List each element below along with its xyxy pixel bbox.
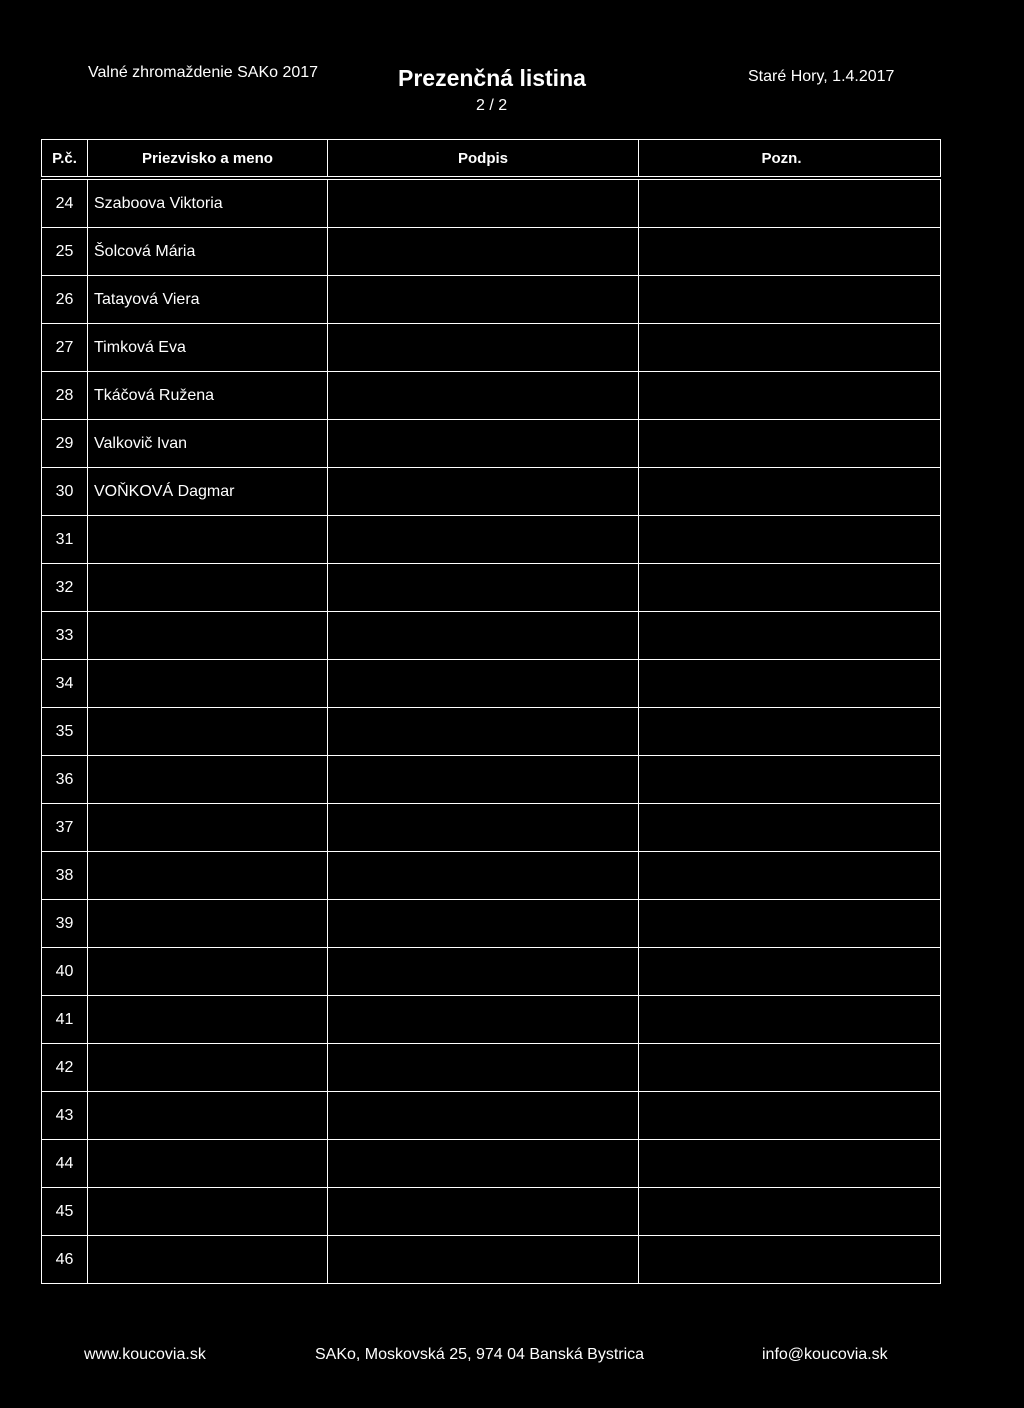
table-row [42,1092,941,1140]
row-name: Tatayová Viera [88,276,328,324]
table-row [42,420,941,468]
row-number: 24 [42,178,88,228]
row-signature [328,804,639,852]
table-row [42,178,941,228]
row-name [88,1092,328,1140]
row-number: 34 [42,660,88,708]
row-note [639,1044,941,1092]
row-signature [328,1092,639,1140]
row-name [88,516,328,564]
row-signature [328,468,639,516]
row-number: 39 [42,900,88,948]
row-signature [328,276,639,324]
row-name: Timková Eva [88,324,328,372]
table-row [42,804,941,852]
row-note [639,852,941,900]
row-signature [328,324,639,372]
table-row [42,996,941,1044]
document-title: Prezenčná listina [398,65,586,91]
row-number: 43 [42,1092,88,1140]
table-row [42,1236,941,1284]
row-number: 25 [42,228,88,276]
row-signature [328,900,639,948]
row-number: 29 [42,420,88,468]
row-note [639,708,941,756]
row-number: 44 [42,1140,88,1188]
row-note [639,178,941,228]
row-signature [328,996,639,1044]
row-note [639,1092,941,1140]
event-name: Valné zhromaždenie SAKo 2017 [88,64,319,81]
attendance-table [41,139,941,1284]
row-name [88,708,328,756]
column-header-signature: Podpis [328,140,639,179]
row-note [639,1236,941,1284]
row-signature [328,660,639,708]
table-row [42,372,941,420]
row-number: 36 [42,756,88,804]
row-signature [328,1188,639,1236]
row-note [639,660,941,708]
table-row [42,324,941,372]
row-number: 32 [42,564,88,612]
row-name [88,1236,328,1284]
row-note [639,1140,941,1188]
row-note [639,900,941,948]
row-number: 42 [42,1044,88,1092]
place-and-date: Staré Hory, 1.4.2017 [748,68,895,85]
footer-website: www.koucovia.sk [84,1346,206,1363]
row-number: 41 [42,996,88,1044]
table-row [42,468,941,516]
table-row [42,852,941,900]
table-row [42,612,941,660]
row-number: 37 [42,804,88,852]
row-number: 28 [42,372,88,420]
row-note [639,468,941,516]
row-note [639,996,941,1044]
table-row [42,516,941,564]
row-signature [328,228,639,276]
table-row [42,1140,941,1188]
row-signature [328,948,639,996]
row-signature [328,852,639,900]
row-signature [328,756,639,804]
row-note [639,804,941,852]
row-name [88,1140,328,1188]
table-row [42,660,941,708]
row-name [88,1188,328,1236]
row-name [88,852,328,900]
table-row [42,276,941,324]
row-note [639,948,941,996]
row-note [639,228,941,276]
table-row [42,228,941,276]
row-number: 31 [42,516,88,564]
attendance-rows [42,178,941,1284]
page-number: 2 / 2 [476,97,508,114]
table-row [42,1188,941,1236]
table-row [42,1044,941,1092]
row-signature [328,372,639,420]
row-name: Valkovič Ivan [88,420,328,468]
row-note [639,756,941,804]
row-name: VOŇKOVÁ Dagmar [88,468,328,516]
row-signature [328,1140,639,1188]
row-note [639,372,941,420]
row-name [88,1044,328,1092]
row-name: Šolcová Mária [88,228,328,276]
row-signature [328,516,639,564]
footer-email: info@koucovia.sk [762,1346,888,1363]
row-number: 27 [42,324,88,372]
row-note [639,324,941,372]
row-number: 33 [42,612,88,660]
column-header-note: Pozn. [639,140,941,179]
row-number: 30 [42,468,88,516]
row-number: 35 [42,708,88,756]
row-number: 26 [42,276,88,324]
row-signature [328,612,639,660]
row-note [639,516,941,564]
column-header-name: Priezvisko a meno [88,140,328,179]
table-row [42,708,941,756]
row-name [88,996,328,1044]
table-row [42,948,941,996]
row-name [88,756,328,804]
row-name [88,564,328,612]
row-note [639,1188,941,1236]
footer-address: SAKo, Moskovská 25, 974 04 Banská Bystrica [315,1346,645,1363]
row-signature [328,564,639,612]
row-note [639,276,941,324]
row-name [88,948,328,996]
table-row [42,564,941,612]
row-signature [328,1044,639,1092]
row-note [639,420,941,468]
row-number: 40 [42,948,88,996]
row-signature [328,178,639,228]
column-header-number: P.č. [42,140,88,179]
row-name [88,804,328,852]
row-name [88,612,328,660]
row-name: Szaboova Viktoria [88,178,328,228]
table-header-row [42,140,941,179]
row-number: 46 [42,1236,88,1284]
row-note [639,612,941,660]
row-signature [328,708,639,756]
row-note [639,564,941,612]
row-name: Tkáčová Ružena [88,372,328,420]
row-number: 45 [42,1188,88,1236]
row-name [88,660,328,708]
row-signature [328,1236,639,1284]
table-row [42,900,941,948]
row-number: 38 [42,852,88,900]
table-row [42,756,941,804]
row-signature [328,420,639,468]
row-name [88,900,328,948]
